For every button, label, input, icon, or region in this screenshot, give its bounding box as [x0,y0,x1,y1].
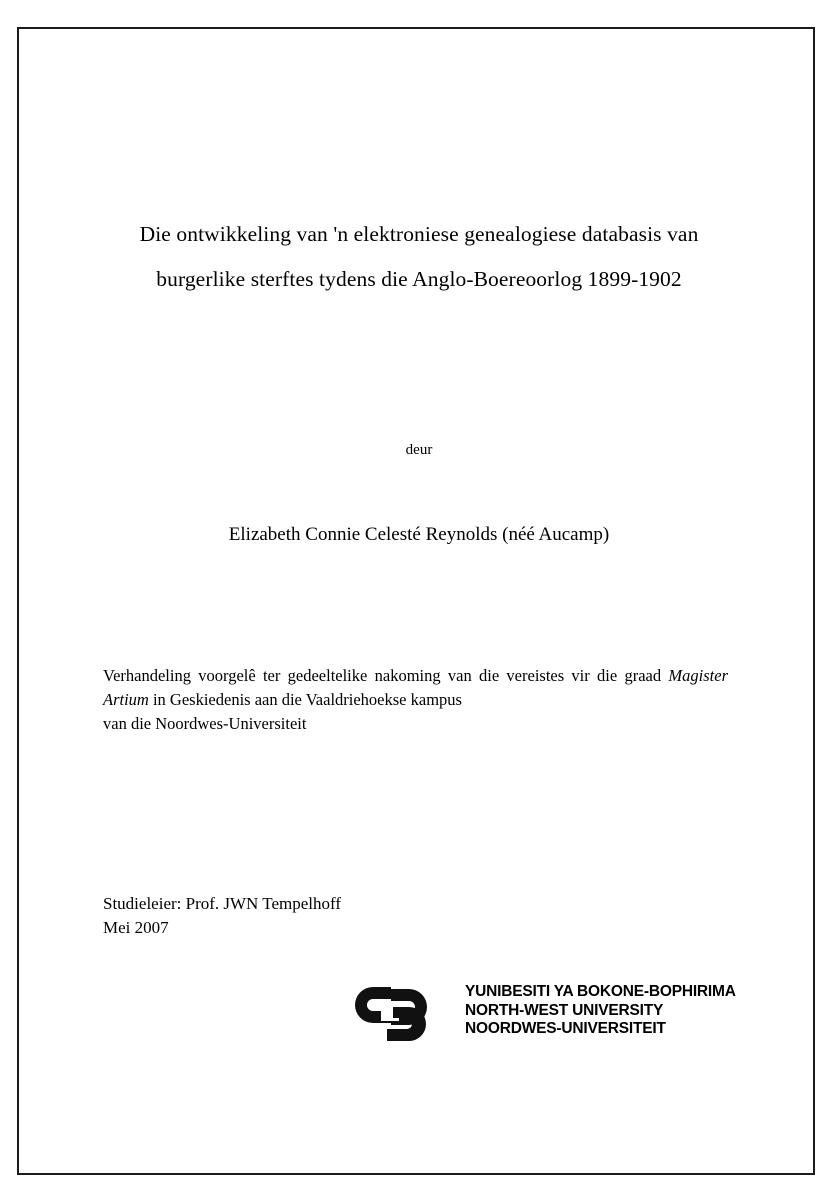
supervisor-line: Studieleier: Prof. JWN Tempelhoff [103,894,342,913]
logo-wordmark [465,983,736,1039]
degree-statement-paragraph [103,664,728,712]
statement-line-3: van die Noordwes-Universiteit [103,714,307,733]
title-line-2: burgerlike sterftes tydens die Anglo-Boereoorlog 1899-1902 [156,267,682,291]
logo-line-1: YUNIBESITI YA BOKONE-BOPHIRIMA [465,983,736,1000]
degree-statement [103,664,728,736]
logo-line-2: NORTH-WEST UNIVERSITY [465,1001,664,1019]
supervisor-and-date [103,892,735,940]
university-logo [243,977,736,1047]
title-page-content [103,27,735,1175]
statement-part-1: Verhandeling voorgelê ter gedeeltelike nakoming van die vereistes vir die graad [103,666,669,685]
page-title [103,212,735,302]
title-line-1: Die ontwikkeling van 'n elektroniese genealogiese databasis van [139,222,699,246]
date-line: Mei 2007 [103,918,169,937]
degree-name: Magister Artium [103,666,728,709]
by-label: deur [405,442,433,458]
nwu-logo-mark-icon [353,985,465,1049]
logo-line-3: NOORDWES-UNIVERSITEIT [465,1020,666,1038]
author-name: Elizabeth Connie Celesté Reynolds (néé Aucamp) [228,524,610,545]
statement-part-2: in Geskiedenis aan die Vaaldriehoekse kampus [148,690,462,709]
